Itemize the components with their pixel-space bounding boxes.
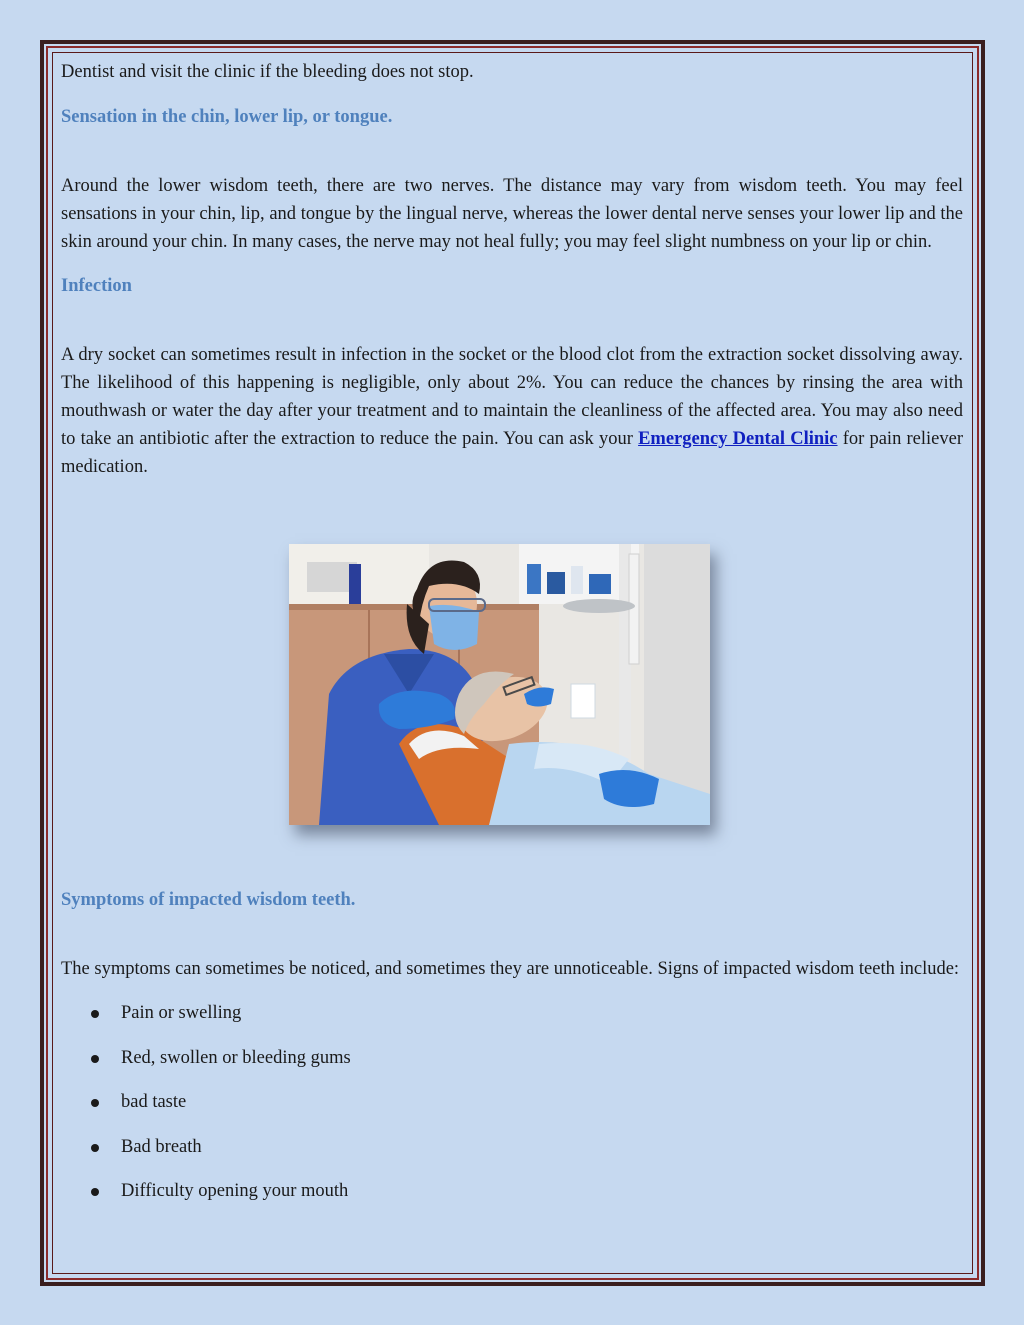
list-item (61, 1133, 963, 1178)
list-item (61, 1088, 963, 1133)
bullet-icon (91, 1144, 99, 1152)
list-item-text: Difficulty opening your mouth (121, 1181, 349, 1201)
paragraph-nerves: Around the lower wisdom teeth, there are two nerves. The distance may vary from wisdom teeth. You may feel sensations in your chin, lip, and tongue by the lingual nerve, whereas the lower dental nerve senses your lower lip and the skin around your chin. In many cases, the nerve may not heal fully; you may feel slight numbness on your lip or chin. (61, 176, 963, 252)
list-item-text: Pain or swelling (121, 1003, 242, 1023)
dentist-photo (289, 544, 710, 825)
list-item-text: bad taste (121, 1092, 187, 1112)
bullet-icon (91, 1055, 99, 1063)
list-item (61, 1177, 963, 1222)
emergency-dental-clinic-link[interactable]: Emergency Dental Clinic (638, 429, 838, 449)
bullet-icon (91, 1010, 99, 1018)
symptoms-list (61, 999, 963, 1222)
bullet-icon (91, 1099, 99, 1107)
list-item-text: Bad breath (121, 1136, 202, 1157)
heading-symptoms: Symptoms of impacted wisdom teeth. (61, 890, 356, 910)
heading-sensation: Sensation in the chin, lower lip, or tongue. (61, 107, 393, 127)
dentist-treating-patient-illustration (289, 544, 710, 825)
paragraph-symptoms: The symptoms can sometimes be noticed, and sometimes they are unnoticeable. Signs of impacted wisdom teeth include: (61, 959, 960, 979)
photo-svg (289, 544, 710, 825)
list-item (61, 1044, 963, 1089)
list-item-text: Red, swollen or bleeding gums (121, 1047, 351, 1068)
intro-line: Dentist and visit the clinic if the bleeding does not stop. (61, 62, 474, 82)
paragraph-infection-text-1: A dry socket can sometimes result in infection in the socket or the blood clot from the extraction socket dissolving away. The likelihood of this happening is negligible, only about 2%. You can reduce the chances by rinsing the area with mouthwash or water the day after your treatment and to maintain the cleanliness of the affected area. You may also need to take an antibiotic after the extraction to reduce the pain. You can ask your (61, 345, 963, 449)
paragraph-infection (61, 341, 963, 481)
bullet-icon (91, 1188, 99, 1196)
paragraph-infection-text-2: for pain reliever medication. (61, 429, 963, 477)
list-item (61, 999, 963, 1044)
document-body (61, 58, 963, 481)
symptoms-section (61, 886, 963, 1222)
heading-infection: Infection (61, 276, 132, 296)
